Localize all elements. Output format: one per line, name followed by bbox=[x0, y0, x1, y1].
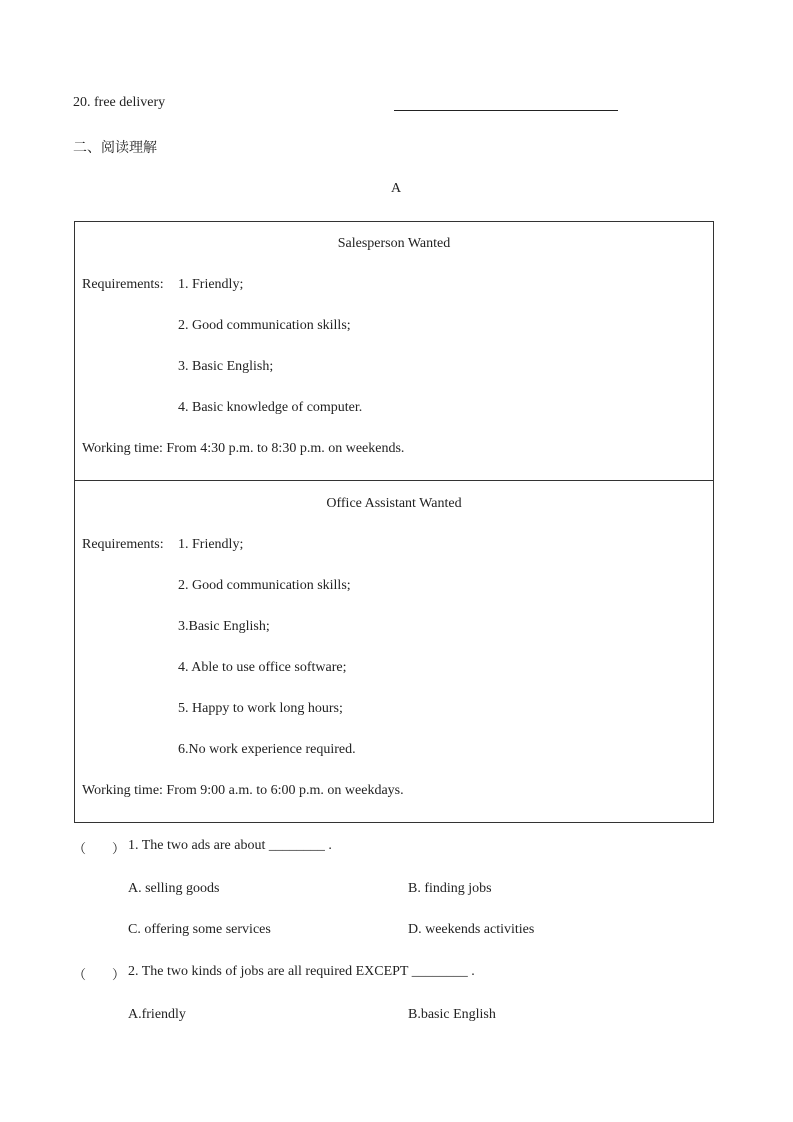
ad-office-assistant-box bbox=[74, 480, 714, 823]
question-2-option-a: A.friendly bbox=[128, 1007, 186, 1022]
ad-office-assistant-working-time: Working time: From 9:00 a.m. to 6:00 p.m. on weekdays. bbox=[82, 783, 404, 798]
question-1-stem: 1. The two ads are about ________ . bbox=[128, 838, 332, 853]
ad-salesperson-req-label: Requirements: bbox=[82, 277, 164, 292]
ad-office-assistant-req-5: 5. Happy to work long hours; bbox=[178, 701, 343, 716]
ad-office-assistant-req-4: 4. Able to use office software; bbox=[178, 660, 347, 675]
section-title: 二、阅读理解 bbox=[73, 140, 157, 156]
passage-label: A bbox=[391, 181, 402, 196]
ad-salesperson-title: Salesperson Wanted bbox=[337, 236, 451, 251]
ad-salesperson-req-4: 4. Basic knowledge of computer. bbox=[178, 400, 363, 415]
ad-salesperson-req-2: 2. Good communication skills; bbox=[178, 318, 351, 333]
ad-salesperson-box bbox=[74, 221, 714, 481]
question-1-option-d: D. weekends activities bbox=[408, 922, 535, 937]
ad-office-assistant-req-1: 1. Friendly; bbox=[178, 537, 244, 552]
ad-office-assistant-req-2: 2. Good communication skills; bbox=[178, 578, 351, 593]
question-1-option-b: B. finding jobs bbox=[408, 881, 492, 896]
question-2-stem: 2. The two kinds of jobs are all required EXCEPT ________ . bbox=[128, 964, 475, 979]
ad-salesperson-req-1: 1. Friendly; bbox=[178, 277, 244, 292]
ad-office-assistant-req-label: Requirements: bbox=[82, 537, 164, 552]
ad-office-assistant-title: Office Assistant Wanted bbox=[326, 496, 462, 511]
ad-office-assistant-req-6: 6.No work experience required. bbox=[178, 742, 356, 757]
ad-office-assistant-req-3: 3.Basic English; bbox=[178, 619, 270, 634]
question-20-text: 20. free delivery bbox=[73, 95, 166, 110]
ad-salesperson-working-time: Working time: From 4:30 p.m. to 8:30 p.m. on weekends. bbox=[82, 441, 405, 456]
question-1-answer-paren[interactable]: （ ） bbox=[73, 842, 126, 857]
question-1-option-a: A. selling goods bbox=[128, 881, 220, 896]
ad-salesperson-req-3: 3. Basic English; bbox=[178, 359, 274, 374]
answer-blank-20[interactable] bbox=[394, 110, 618, 111]
question-1-option-c: C. offering some services bbox=[128, 922, 271, 937]
question-2-answer-paren[interactable]: （ ） bbox=[73, 968, 126, 983]
question-2-option-b: B.basic English bbox=[408, 1007, 496, 1022]
